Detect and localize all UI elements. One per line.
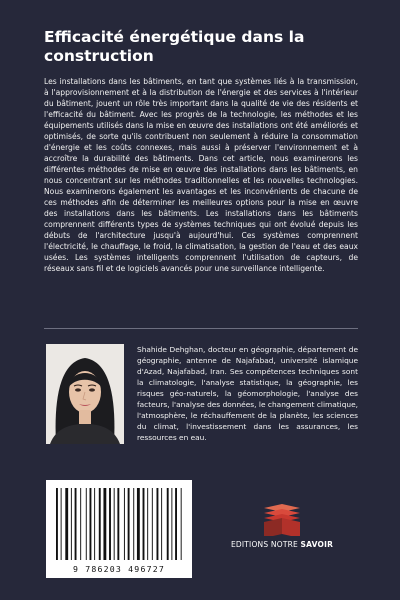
- author-portrait-icon: [46, 344, 124, 444]
- publisher-logo-icon: [260, 504, 304, 536]
- divider: [44, 328, 358, 329]
- publisher-suffix: SAVOIR: [300, 540, 334, 549]
- author-bio: Shahide Dehghan, docteur en géographie, département de géographie, antenne de Najafabad, université islamique d'Azad, Najafabad, Iran. Ses compétences techniques sont la climatologie, l'analyse statistique, la géographie, les risques géo-naturels, la géomorphologie, l'analyse des facteurs, l'analyse des données, le changement climatique, l'atmosphère, le réchauffement de la planète, les sciences du climat, l'investissement dans les assurances, les ressources en eau.: [137, 345, 358, 442]
- book-title: Efficacité énergétique dans la construction: [44, 28, 305, 65]
- publisher-name: [222, 540, 342, 549]
- barcode-icon: [52, 486, 186, 564]
- isbn-barcode: [46, 480, 192, 578]
- book-description: Les installations dans les bâtiments, en tant que systèmes liés à la transmission, à l'approvisionnement et à la distribution de l'énergie et des services à l'intérieur du bâtiment, jouent un rôle très important dans la qualité de vie des résidents et l'efficacité du bâtiment. Avec les progrès de la technologie, les méthodes et les équipements utilisés dans la mise en œuvre des installations ont été améliorés et optimisés, de sorte qu'ils contribuent non seulement à réduire la consommation d'énergie et les coûts connexes, mais aussi à préserver l'environnement et à accroître la durabilité des bâtiments. Dans cet article, nous examinerons les différentes méthodes de mise en œuvre des installations dans les bâtiments, en nous concentrant sur les méthodes traditionnelles et les nouvelles technologies. Nous examinerons également les avantages et les inconvénients de chacune de ces méthodes afin de déterminer les meilleures options pour la mise en œuvre des installations dans les bâtiments. Les installations dans les bâtiments comprennent différents types de systèmes techniques qui ont évolué depuis les débuts de l'architecture jusqu'à aujourd'hui. Ces systèmes comprennent l'électricité, le chauffage, le froid, la climatisation, la gestion de l'eau et des eaux usées. Les systèmes intelligents comprennent l'utilisation de capteurs, de réseaux sans fil et de logiciels avancés pour une surveillance intelligente.: [44, 77, 358, 273]
- isbn-number: 9 786203 496727: [73, 564, 165, 574]
- author-photo: [46, 344, 124, 444]
- publisher-prefix: EDITIONS NOTRE: [230, 540, 301, 549]
